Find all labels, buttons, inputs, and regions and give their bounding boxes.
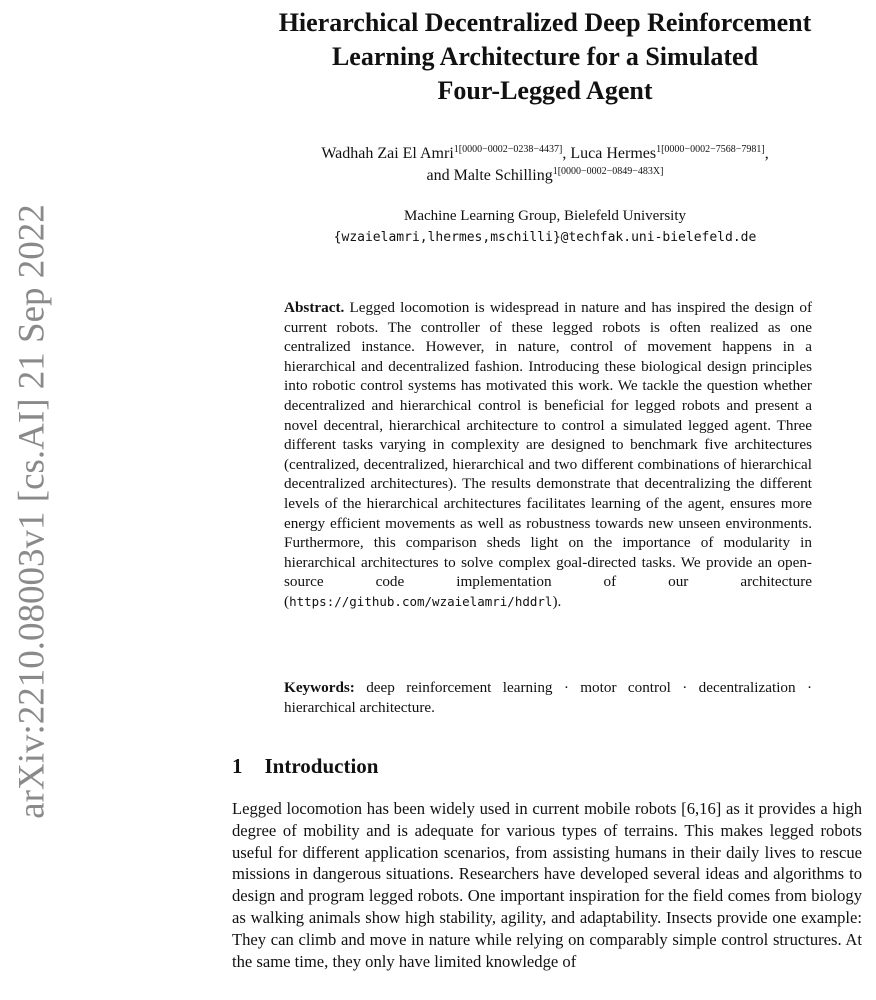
keywords-label: Keywords:: [284, 679, 355, 696]
author-orcid: 1[0000−0002−0238−4437]: [453, 144, 563, 155]
author-emails: {wzaielamri,lhermes,mschilli}@techfak.uni-bielefeld.de: [333, 230, 757, 245]
author-orcid: 1[0000−0002−0849−483X]: [552, 166, 664, 177]
keywords: [284, 678, 812, 717]
abstract-label: Abstract.: [284, 299, 345, 316]
title-line: Four-Legged Agent: [437, 76, 653, 105]
title-line: Learning Architecture for a Simulated: [331, 42, 759, 71]
section-title: Introduction: [264, 754, 379, 778]
affiliation-block: [225, 206, 865, 248]
arxiv-identifier-stamp: arXiv:2210.08003v1 [cs.AI] 21 Sep 2022: [11, 204, 53, 819]
author-name: Luca Hermes: [570, 145, 657, 162]
introduction-paragraph: Legged locomotion has been widely used in current mobile robots [6,16] as it provides a high degree of mobility and is adequate for various types of terrains. This makes legged robots useful for different application scenarios, from assisting humans in their daily lives to rescue missions in dangerous situations. Researchers have developed several ideas and algorithms to design and program legged robots. One important inspiration for the field comes from biology as walking animals show high stability, agility, and adaptability. Insects provide one example: They can climb and move in nature while relying on comparably simple control structures. At the same time, they only have limited knowledge of: [232, 799, 862, 971]
affiliation: Machine Learning Group, Bielefeld University: [404, 208, 686, 224]
title-line: Hierarchical Decentralized Deep Reinforcement: [278, 8, 812, 37]
author-list: Wadhah Zai El Amri$^{1[0000-0002-0238-4437]}$, Luca Hermes$^{1[0000-0002-7568-7981]}$, and Malte Schilling$^{1[0000-0002-0849-483X]}$: [321, 144, 769, 184]
paper-title: [220, 6, 870, 108]
keywords-text: deep reinforcement learning · motor control · decentralization · hierarchical architecture.: [284, 679, 812, 716]
abstract: Abstract. Legged locomotion is widespread in nature and has inspired the design of current robots. The controller of these legged robots is often realized as one centralized instance. However, in nature, control of movement happens in a hierarchical and decentralized fashion. Introducing these biological design principles into robotic control systems has motivated this work. We tackle the question whether decentralized and hierarchical control is beneficial for legged robots and present a novel decentral, hierarchical architecture to control a simulated legged agent. Three different tasks varying in complexity are designed to benchmark five architectures (centralized, decentralized, hierarchical and two different combinations of hierarchical decentralized architectures). The results demonstrate that decentralizing the different levels of the hierarchical architectures facilitates learning of the agent, ensures more energy efficient movements as well as robustness towards new unseen environments. Furthermore, this comparison sheds light on the importance of modularity in hierarchical architectures to solve complex goal-directed tasks. We provide an open-source code implementation of our architecture (https://github.com/wzaielamri/hddrl).: [284, 299, 812, 610]
code-link[interactable]: https://github.com/wzaielamri/hddrl: [289, 593, 553, 609]
author-name: Wadhah Zai El Amri: [321, 145, 454, 162]
author-name: and Malte Schilling: [426, 167, 553, 184]
abstract-text: Legged locomotion is widespread in nature and has inspired the design of current robots. The controller of these legged robots is often realized as one centralized instance. However, in nature, control of movement happens in a hierarchical and decentralized fashion. Introducing these biological design principles into robotic control systems has motivated this work. We tackle the question whether decentralized and hierarchical control is beneficial for legged robots and present a novel decentral, hierarchical architecture to control a simulated legged agent. Three different tasks varying in complexity are designed to benchmark five architectures (centralized, decentralized, hierarchical and two different combinations of hierarchical decentralized architectures). The results demonstrate that decentralizing the different levels of the hierarchical architectures facilitates learning of the agent, ensures more energy efficient movements as well as robustness towards new unseen environments. Furthermore, this comparison sheds light on the importance of modularity in hierarchical architectures to solve complex goal-directed tasks. We provide an open-source code implementation of our architecture (: [284, 299, 812, 610]
section-heading: [232, 754, 378, 779]
section-number: 1: [232, 754, 243, 778]
author-orcid: 1[0000−0002−7568−7981]: [656, 144, 765, 155]
